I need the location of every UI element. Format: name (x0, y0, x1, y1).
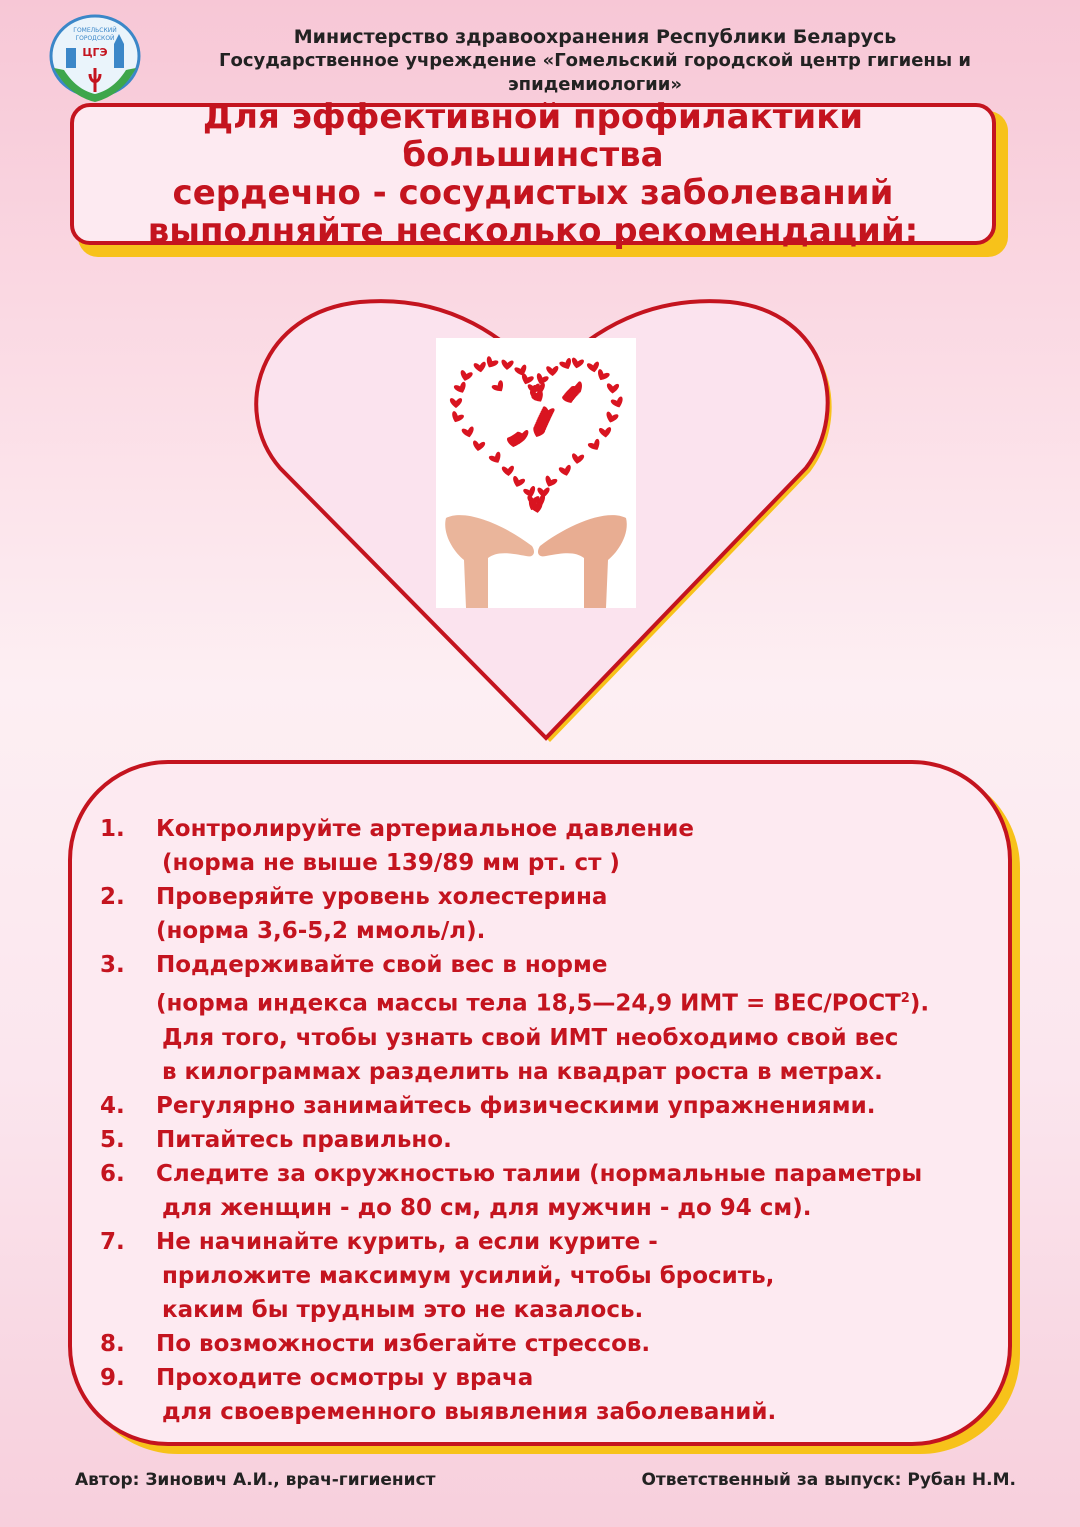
item-text: (норма 3,6-5,2 ммоль/л). (156, 918, 486, 944)
item-text: каким бы трудным это не казалось. (162, 1296, 644, 1323)
institution-logo (46, 12, 144, 108)
item-text: Питайтесь правильно. (156, 1126, 452, 1153)
title-line-3: выполняйте несколько рекомендаций: (147, 211, 919, 251)
svg-text:ГОРОДСКОЙ: ГОРОДСКОЙ (75, 35, 115, 42)
item-number: 4. (100, 1092, 125, 1119)
recommendation-1 (100, 812, 1000, 880)
organization-header (150, 26, 1040, 97)
item-text: Регулярно занимайтесь физическими упражнениями. (156, 1092, 876, 1119)
item-text: Поддерживайте свой вес в норме (156, 952, 608, 978)
item-text: Проверяйте уровень холестерина (156, 884, 608, 910)
item-text-with-formula (100, 982, 1000, 1021)
recommendation-5 (100, 1123, 1000, 1157)
title-line-1: Для эффективной профилактики большинства (202, 97, 864, 175)
svg-text:ГОМЕЛЬСКИЙ: ГОМЕЛЬСКИЙ (73, 27, 117, 34)
bmi-formula: (норма индекса массы тела 18,5—24,9 ИМТ = ВЕС/РОСТ (156, 990, 901, 1017)
item-number: 6. (100, 1160, 125, 1187)
item-text: Проходите осмотры у врача (156, 1364, 534, 1391)
recommendation-8 (100, 1327, 1000, 1361)
author-credit: Автор: Зинович А.И., врач-гигиенист (75, 1470, 436, 1490)
item-text: (норма не выше 139/89 мм рт. ст ) (162, 850, 620, 876)
svg-text:ЦГЭ: ЦГЭ (82, 46, 108, 59)
item-text: приложите максимум усилий, чтобы бросить, (162, 1262, 775, 1289)
item-number: 7. (100, 1228, 125, 1255)
recommendation-2 (100, 880, 1000, 948)
recommendation-9 (100, 1361, 1000, 1429)
item-number: 1. (100, 816, 125, 842)
item-text: Не начинайте курить, а если курите - (156, 1228, 658, 1255)
recommendation-6 (100, 1157, 1000, 1225)
item-number: 8. (100, 1330, 125, 1357)
item-number: 2. (100, 884, 125, 910)
item-text: Контролируйте артериальное давление (156, 816, 694, 842)
item-number: 3. (100, 952, 125, 978)
item-text: для своевременного выявления заболеваний. (162, 1398, 777, 1425)
superscript: 2 (900, 991, 910, 1006)
responsible-credit: Ответственный за выпуск: Рубан Н.М. (641, 1470, 1016, 1490)
recommendation-4 (100, 1089, 1000, 1123)
recommendation-7 (100, 1225, 1000, 1327)
institution-name: Государственное учреждение «Гомельский городской центр гигиены и эпидемиологии» (218, 50, 971, 95)
item-text: Для того, чтобы узнать свой ИМТ необходимо свой вес (162, 1024, 899, 1051)
item-text: Следите за окружностью талии (нормальные параметры (156, 1160, 923, 1187)
item-number: 5. (100, 1126, 125, 1153)
recommendation-3 (100, 948, 1000, 1089)
title-line-2: сердечно - сосудистых заболеваний (172, 173, 894, 213)
item-text: в килограммах разделить на квадрат роста в метрах. (162, 1058, 883, 1085)
title-box (70, 97, 996, 251)
formula-close: ). (909, 990, 930, 1017)
ministry-name: Министерство здравоохранения Республики Беларусь (293, 26, 897, 48)
item-number: 9. (100, 1364, 125, 1391)
recommendations-list (100, 812, 1000, 1429)
hearts-hands-illustration (436, 338, 636, 608)
item-text: По возможности избегайте стрессов. (156, 1330, 651, 1357)
item-text: для женщин - до 80 см, для мужчин - до 94 см). (162, 1194, 812, 1221)
